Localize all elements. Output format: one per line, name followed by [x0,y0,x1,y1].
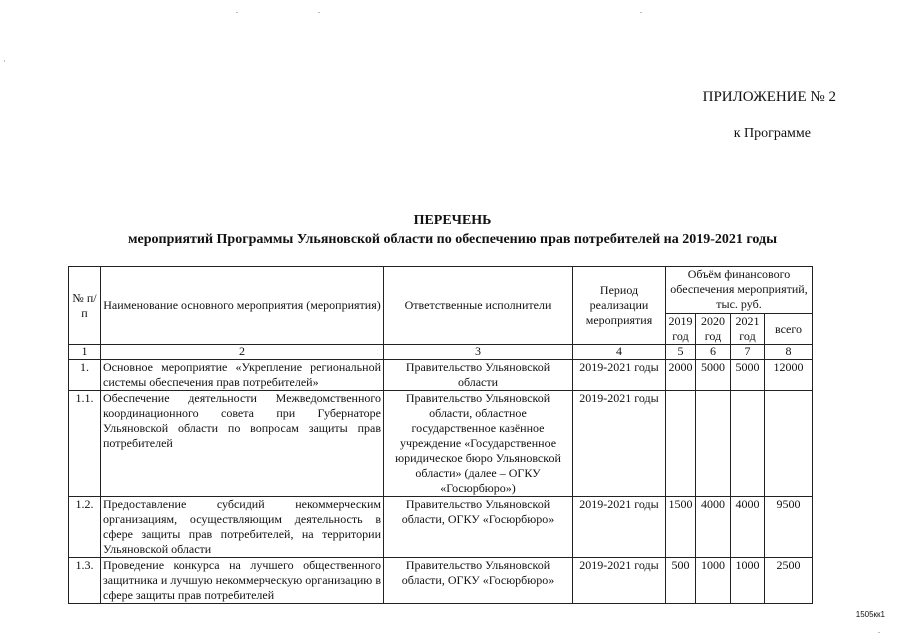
col-number: 2 [101,345,384,360]
col-number: 6 [696,345,731,360]
row-name: Основное мероприятие «Укрепление региональной системы обеспечения прав потребителей» [101,360,384,391]
col-number: 5 [666,345,696,360]
document-subtitle: мероприятий Программы Ульяновской области по обеспечению прав потребителей на 2019-2021 годы [128,232,777,247]
row-name: Предоставление субсидий некоммерческим организациям, осуществляющим деятельность в сфере защиты прав потребителей, на территории Ульяновской области [101,497,384,558]
row-name: Проведение конкурса на лучшего общественного защитника и лучшую некоммерческую организацию в сфере защиты прав потребителей [101,558,384,604]
row-2019: 2000 [666,360,696,391]
row-2019 [666,391,696,497]
header-total: всего [765,314,813,345]
row-period: 2019-2021 годы [573,360,666,391]
col-number: 8 [765,345,813,360]
header-responsible: Ответственные исполнители [384,267,573,345]
row-total: 2500 [765,558,813,604]
header-period: Период реализации мероприятия [573,267,666,345]
measures-table [68,266,813,604]
row-2019: 1500 [666,497,696,558]
scan-speck [236,12,238,13]
row-2021: 4000 [731,497,765,558]
row-period: 2019-2021 годы [573,391,666,497]
header-2020: 2020 год [696,314,731,345]
col-number: 4 [573,345,666,360]
row-2021: 5000 [731,360,765,391]
row-2020: 4000 [696,497,731,558]
row-num: 1.1. [69,391,101,497]
row-period: 2019-2021 годы [573,497,666,558]
row-period: 2019-2021 годы [573,558,666,604]
scan-speck [640,12,642,13]
row-2021 [731,391,765,497]
header-finance: Объём финансового обеспечения мероприятий, тыс. руб. [666,267,813,314]
row-responsible: Правительство Ульяновской области, ОГКУ «Госюрбюро» [384,558,573,604]
scan-speck [318,12,320,13]
row-2021: 1000 [731,558,765,604]
table-row [69,391,813,497]
col-number: 1 [69,345,101,360]
header-2021: 2021 год [731,314,765,345]
row-responsible: Правительство Ульяновской области, ОГКУ «Госюрбюро» [384,497,573,558]
header-num: № п/п [69,267,101,345]
row-total [765,391,813,497]
row-2020: 5000 [696,360,731,391]
row-total: 12000 [765,360,813,391]
footer-code: 1505кк1 [855,610,885,619]
header-2019: 2019 год [666,314,696,345]
header-name: Наименование основного мероприятия (мероприятия) [101,267,384,345]
col-number: 3 [384,345,573,360]
row-2020: 1000 [696,558,731,604]
row-num: 1.2. [69,497,101,558]
row-responsible: Правительство Ульяновской области [384,360,573,391]
row-responsible: Правительство Ульяновской области, областное государственное казённое учреждение «Государственное юридическое бюро Ульяновской области» (далее – ОГКУ «Госюрбюро») [384,391,573,497]
document-title: ПЕРЕЧЕНЬ [413,213,492,228]
row-total: 9500 [765,497,813,558]
header-row [69,267,813,314]
row-num: 1. [69,360,101,391]
column-numbers-row [69,345,813,360]
table-row [69,497,813,558]
table-row [69,360,813,391]
col-number: 7 [731,345,765,360]
scan-speck [878,632,880,633]
row-name: Обеспечение деятельности Межведомственного координационного совета при Губернаторе Ульяновской области по вопросам защиты прав потребителей [101,391,384,497]
row-2020 [696,391,731,497]
table-row [69,558,813,604]
row-2019: 500 [666,558,696,604]
scan-speck [4,60,5,62]
appendix-label: ПРИЛОЖЕНИЕ № 2 [702,89,836,105]
row-num: 1.3. [69,558,101,604]
program-reference: к Программе [733,126,811,141]
